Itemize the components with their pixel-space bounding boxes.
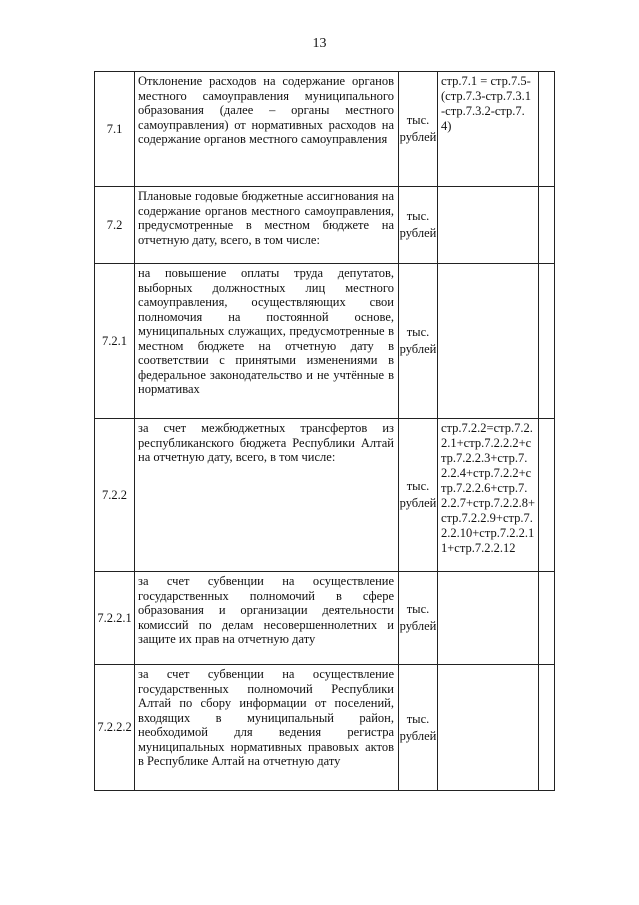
row-formula (438, 264, 539, 419)
value-cell (539, 187, 555, 264)
row-unit: тыс. рублей (399, 665, 438, 791)
value-cell (539, 72, 555, 187)
row-description: за счет межбюджетных трансфертов из республиканского бюджета Республики Алтай на отчетную дату, всего, в том числе: (135, 419, 399, 572)
row-number: 7.2 (95, 187, 135, 264)
row-number: 7.2.2.1 (95, 572, 135, 665)
table-row (95, 264, 555, 419)
row-unit: тыс. рублей (399, 264, 438, 419)
table-row (95, 187, 555, 264)
row-formula (438, 665, 539, 791)
value-cell (539, 419, 555, 572)
row-number: 7.1 (95, 72, 135, 187)
row-number: 7.2.1 (95, 264, 135, 419)
row-number: 7.2.2 (95, 419, 135, 572)
table-row (95, 665, 555, 791)
indicators-table (94, 71, 555, 791)
row-formula: стр.7.1 = стр.7.5-(стр.7.3-стр.7.3.1-стр.7.3.2-стр.7.4) (438, 72, 539, 187)
row-description: за счет субвенции на осуществление государственных полномочий в сфере образования и организации деятельности комиссий по делам несовершеннолетних и защите их прав на отчетную дату (135, 572, 399, 665)
row-formula: стр.7.2.2=стр.7.2.2.1+стр.7.2.2.2+стр.7.2.2.3+стр.7.2.2.4+стр.7.2.2+стр.7.2.2.6+стр.7.2.2.7+стр.7.2.2.8+стр.7.2.2.9+стр.7.2.2.10+стр.7.2.2.11+стр.7.2.2.12 (438, 419, 539, 572)
table-row (95, 72, 555, 187)
row-description: Плановые годовые бюджетные ассигнования на содержание органов местного самоуправления, предусмотренные в местном бюджете на отчетную дату, всего, в том числе: (135, 187, 399, 264)
row-unit: тыс. рублей (399, 72, 438, 187)
row-formula (438, 572, 539, 665)
row-unit: тыс. рублей (399, 419, 438, 572)
value-cell (539, 264, 555, 419)
row-unit: тыс. рублей (399, 187, 438, 264)
row-number: 7.2.2.2 (95, 665, 135, 791)
row-unit: тыс. рублей (399, 572, 438, 665)
row-formula (438, 187, 539, 264)
row-description: Отклонение расходов на содержание органов местного самоуправления муниципального образования (далее – органы местного самоуправления) от нормативных расходов на содержание органов местного самоуправления (135, 72, 399, 187)
value-cell (539, 572, 555, 665)
row-description: за счет субвенции на осуществление государственных полномочий Республики Алтай по сбору информации от поселений, входящих в муниципальный район, необходимой для ведения регистра муниципальных нормативных правовых актов в Республике Алтай на отчетную дату (135, 665, 399, 791)
table-row (95, 572, 555, 665)
table-row (95, 419, 555, 572)
row-description: на повышение оплаты труда депутатов, выборных должностных лиц местного самоуправления, осуществляющих свои полномочия на постоянной основе, муниципальных служащих, предусмотренные в местном бюджете на отчетную дату в соответствии с принятыми изменениями в федеральное законодательство и не учтённые в нормативах (135, 264, 399, 419)
page-number: 13 (312, 36, 327, 51)
value-cell (539, 665, 555, 791)
